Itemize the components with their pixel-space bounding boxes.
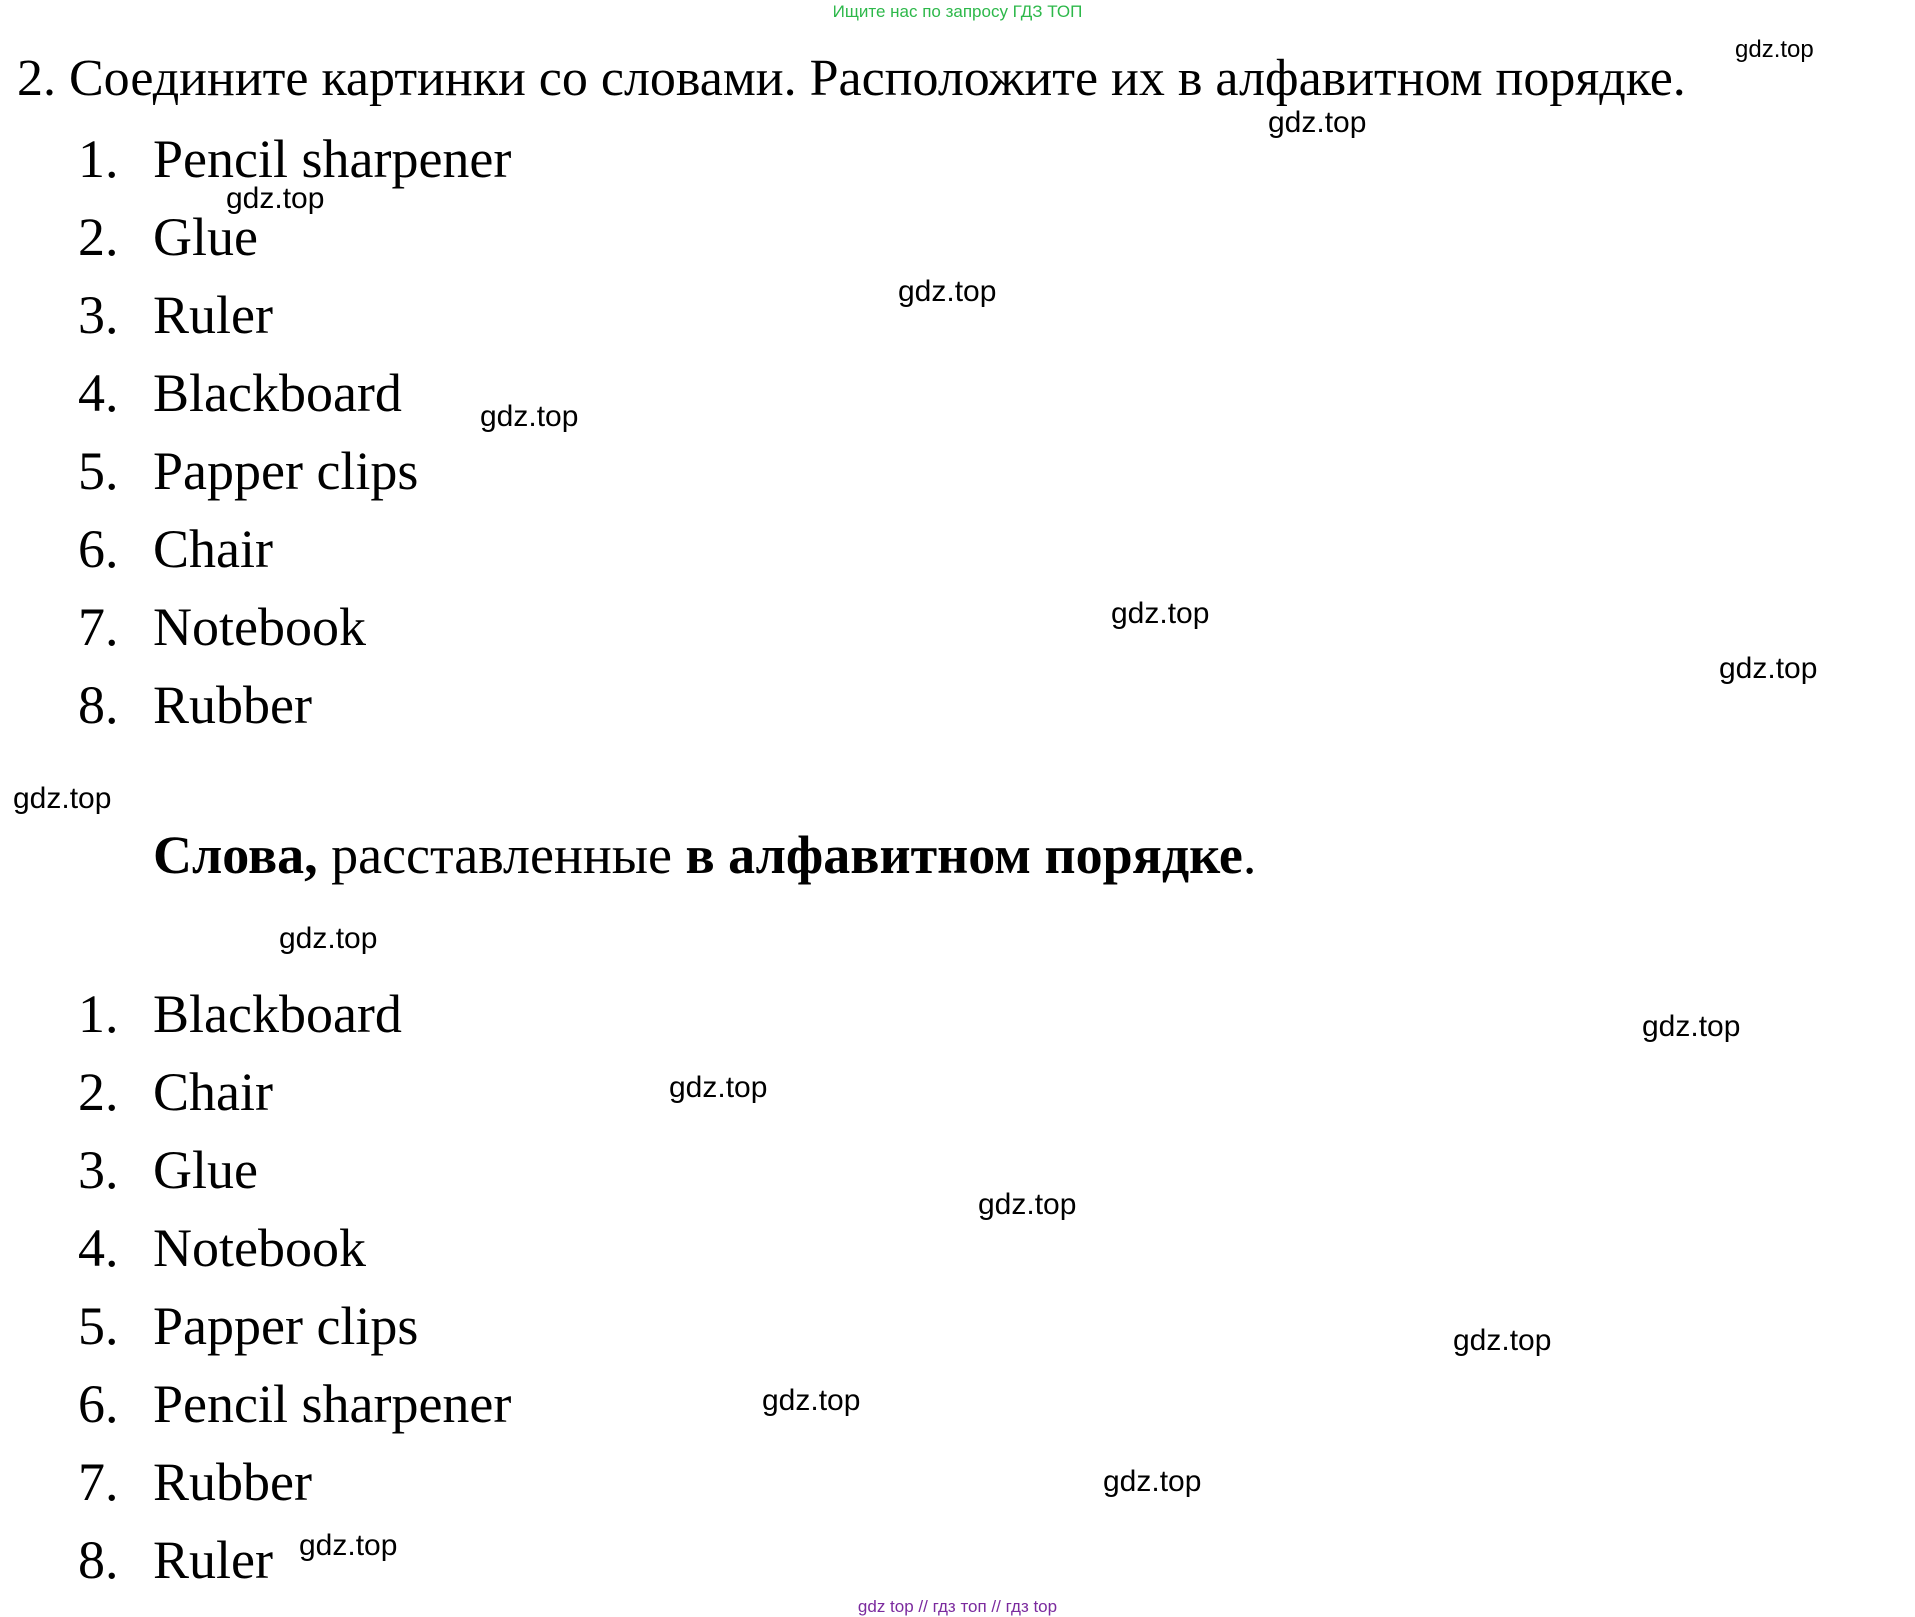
watermark: gdz.top: [762, 1384, 861, 1417]
item-number: 3.: [78, 1140, 119, 1200]
item-number: 2.: [78, 207, 119, 267]
answer-heading-bold-1: Слова,: [153, 825, 318, 885]
item-number: 6.: [78, 1374, 119, 1434]
watermark: gdz.top: [13, 782, 112, 815]
item-number: 7.: [78, 1452, 119, 1512]
item-number: 7.: [78, 597, 119, 657]
watermark: gdz.top: [1103, 1465, 1202, 1498]
watermark: gdz.top: [299, 1529, 398, 1562]
answer-heading: [153, 822, 1256, 888]
item-word: Papper clips: [153, 1296, 419, 1356]
item-number: 1.: [78, 129, 119, 189]
item-word: Rubber: [153, 675, 312, 735]
item-word: Chair: [153, 1062, 273, 1122]
item-number: 4.: [78, 363, 119, 423]
watermark: gdz.top: [1735, 36, 1814, 63]
item-word: Blackboard: [153, 984, 402, 1044]
item-word: Notebook: [153, 597, 366, 657]
item-number: 2.: [78, 1062, 119, 1122]
watermark: gdz.top: [1111, 597, 1210, 630]
item-number: 5.: [78, 441, 119, 501]
item-word: Rubber: [153, 1452, 312, 1512]
watermark: gdz.top: [1268, 106, 1367, 139]
item-word: Papper clips: [153, 441, 419, 501]
answer-heading-end: .: [1242, 825, 1257, 885]
item-number: 3.: [78, 285, 119, 345]
watermark: gdz.top: [1719, 652, 1818, 685]
answer-heading-bold-2: в алфавитном порядке: [685, 825, 1243, 885]
watermark: gdz.top: [898, 275, 997, 308]
item-number: 5.: [78, 1296, 119, 1356]
item-word: Glue: [153, 207, 258, 267]
item-word: Pencil sharpener: [153, 1374, 512, 1434]
item-word: Chair: [153, 519, 273, 579]
item-word: Glue: [153, 1140, 258, 1200]
task-heading: 2. Соедините картинки со словами. Расположите их в алфавитном порядке.: [17, 50, 1686, 107]
item-word: Pencil sharpener: [153, 129, 512, 189]
item-number: 8.: [78, 675, 119, 735]
item-word: Notebook: [153, 1218, 366, 1278]
watermark: gdz.top: [669, 1071, 768, 1104]
footer-links[interactable]: gdz top // гдз топ // гдз top: [857, 1597, 1058, 1616]
item-number: 1.: [78, 984, 119, 1044]
item-word: Blackboard: [153, 363, 402, 423]
watermark: gdz.top: [1453, 1324, 1552, 1357]
watermark: gdz.top: [279, 922, 378, 955]
watermark: gdz.top: [978, 1188, 1077, 1221]
item-number: 8.: [78, 1530, 119, 1590]
answer-heading-normal: расставленные: [317, 825, 686, 885]
item-word: Ruler: [153, 1530, 273, 1590]
watermark: gdz.top: [1642, 1010, 1741, 1043]
watermark: gdz.top: [226, 182, 325, 215]
watermark: gdz.top: [480, 400, 579, 433]
item-number: 4.: [78, 1218, 119, 1278]
item-word: Ruler: [153, 285, 273, 345]
top-banner[interactable]: Ищите нас по запросу ГДЗ ТОП: [832, 2, 1083, 21]
item-number: 6.: [78, 519, 119, 579]
